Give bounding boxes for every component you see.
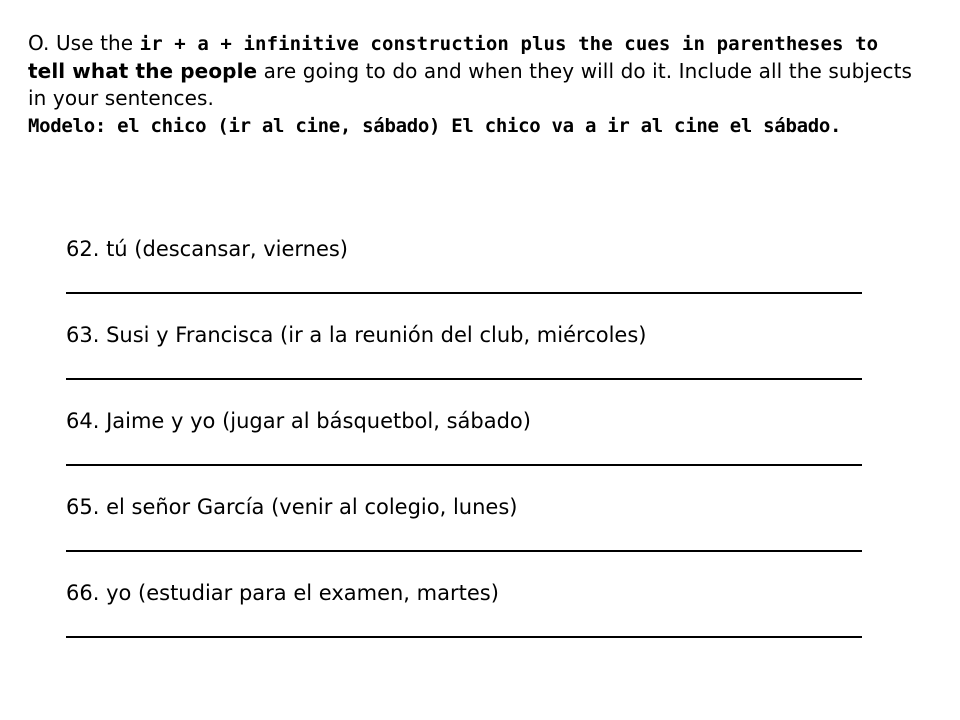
answer-line[interactable]	[66, 464, 862, 466]
exercise-item	[66, 318, 866, 404]
exercise-item	[66, 576, 866, 662]
exercise-prompt: 64. Jaime y yo (jugar al básquetbol, sábado)	[66, 409, 531, 433]
exercise-item	[66, 490, 866, 576]
exercise-prompt: 65. el señor García (venir al colegio, lunes)	[66, 495, 518, 519]
exercise-list	[66, 232, 866, 662]
instructions-intro: O. Use the	[28, 31, 140, 55]
instructions-line2-bold: tell what the people	[28, 59, 258, 83]
exercise-item	[66, 404, 866, 490]
model-example: Modelo: el chico (ir al cine, sábado) El chico va a ir al cine el sábado.	[28, 115, 842, 137]
answer-line[interactable]	[66, 378, 862, 380]
instructions-block	[28, 30, 928, 140]
exercise-prompt: 63. Susi y Francisca (ir a la reunión del club, miércoles)	[66, 323, 647, 347]
instructions-line2-rest: are going to do and when they will do it. Include all the subjects in your sentences.	[28, 59, 913, 110]
answer-line[interactable]	[66, 292, 862, 294]
answer-line[interactable]	[66, 636, 862, 638]
instructions-construction: ir + a + infinitive construction plus the cues in parentheses to	[139, 33, 879, 55]
answer-line[interactable]	[66, 550, 862, 552]
exercise-prompt: 62. tú (descansar, viernes)	[66, 237, 349, 261]
exercise-item	[66, 232, 866, 318]
exercise-prompt: 66. yo (estudiar para el examen, martes)	[66, 581, 499, 605]
